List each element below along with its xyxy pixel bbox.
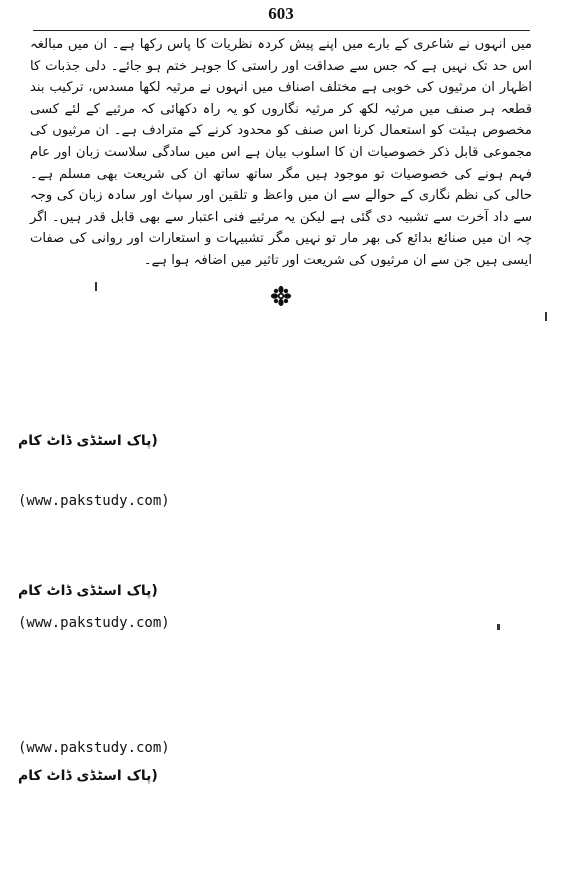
- scan-speck: [497, 624, 500, 630]
- scan-speck: [95, 282, 97, 291]
- watermark-urdu: (پاک اسٹڈی ڈاٹ کام: [18, 433, 158, 449]
- watermark-url: (www.pakstudy.com): [18, 493, 170, 509]
- page-number: 603: [268, 4, 294, 23]
- header-rule: [33, 30, 530, 31]
- watermark-url: (www.pakstudy.com): [18, 740, 170, 756]
- watermark-urdu: (پاک اسٹڈی ڈاٹ کام: [18, 768, 158, 784]
- body-paragraph: میں انہوں نے شاعری کے بارے میں اپنے پیش کردہ نظریات کا پاس رکھا ہے۔ ان میں مبالغہ اس حد تک نہیں ہے کہ جس سے صداقت اور راستی کا جوہر ختم ہو جائے۔ دلی جذبات کا اظہار ان مرثیوں کی خوبی ہے مختلف اصناف میں انہوں نے مرثیہ لکھا مسدس، ترکیب بند قطعہ ہر صنف میں مرثیہ لکھ کر مرثیہ نگاروں کو یہ راہ دکھائی کہ مرثیے کے لئے کسی مخصوص ہیئت کو استعمال کرنا اس صنف کو محدود کرنے کے مترادف ہے۔ ان مرثیوں کی مجموعی قابل ذکر خصوصیات ان کا اسلوب بیان ہے اس میں سادگی سلاست زبان اور عام فہم ہونے کی خصوصیات تو موجود ہیں مگر ساتھ ساتھ ان کی شریعت بھی مسلم ہے۔ حالی کی نظم نگاری کے حوالے سے ان میں واعظ و تلقین اور سپاٹ اور سادہ زبان کی وجہ سے داد آخرت سے تشبیہ دی گئی ہے لیکن یہ مرثیے فنی اعتبار سے بھی قابل قدر ہیں۔ اگر چہ ان میں صنائع بدائع کی بھر مار تو نہیں مگر تشبیہات و استعارات اور روانی کی صفات ایسی ہیں جن سے ان مرثیوں کی شریعت اور تاثیر میں اضافہ ہوا ہے۔: [30, 37, 532, 268]
- scan-speck: [545, 312, 547, 321]
- watermark-urdu: (پاک اسٹڈی ڈاٹ کام: [18, 583, 158, 599]
- floral-ornament-icon: [270, 285, 292, 307]
- watermark-url: (www.pakstudy.com): [18, 615, 170, 631]
